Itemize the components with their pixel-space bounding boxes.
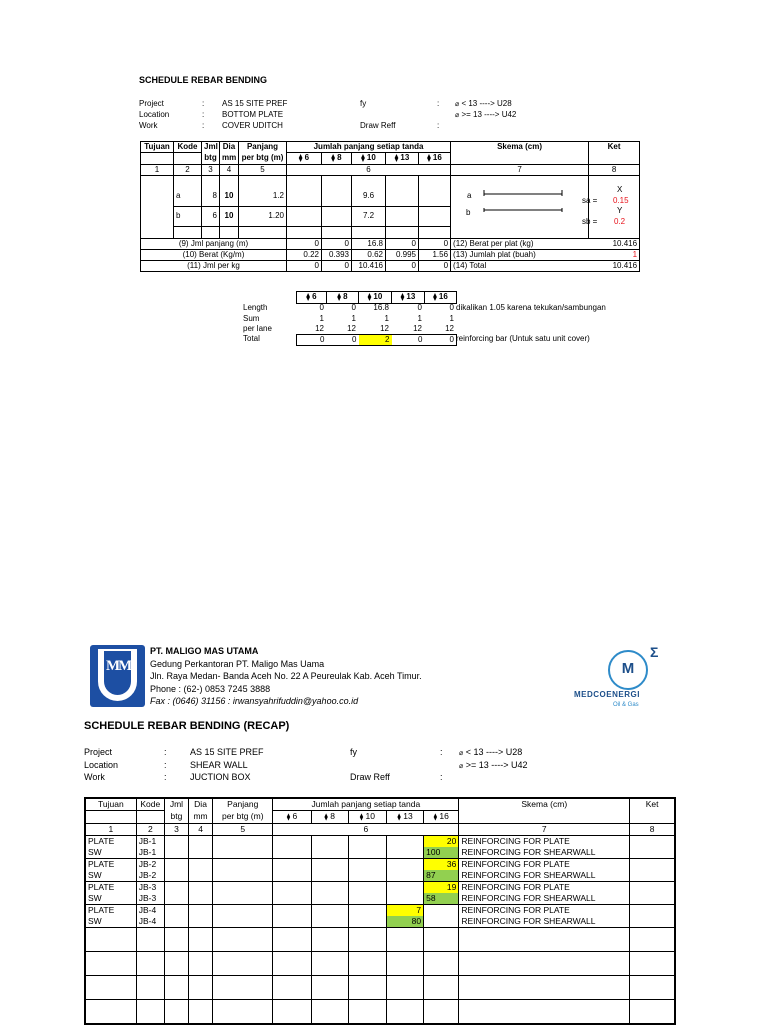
cell-dia: [189, 859, 213, 871]
calc-d8: ⧫ 8: [327, 292, 359, 304]
header-panjang: Panjang: [213, 798, 273, 811]
cell-d16: 87: [424, 870, 459, 882]
medco-logo: [608, 650, 648, 690]
sheet2-title: SCHEDULE REBAR BENDING (RECAP): [84, 720, 290, 732]
table-row: [85, 916, 675, 928]
header-d13: ⧫ 13: [386, 811, 423, 824]
ket-y: Y: [617, 206, 623, 215]
cell-jml: [164, 893, 188, 905]
rule-2: ⌀ >= 13 ----> U42: [455, 110, 517, 119]
col-number: 6: [287, 165, 451, 176]
colon: :: [202, 99, 205, 108]
cell-d10: [348, 870, 386, 882]
header-per-btg: per btg (m): [213, 811, 273, 824]
cell-d6: [273, 859, 311, 871]
header-kode: Kode: [136, 798, 164, 811]
cell-d13: [386, 882, 423, 894]
fy-label: fy: [350, 747, 358, 757]
summary-row: [141, 249, 640, 260]
cell-d13: 80: [386, 916, 423, 928]
location-label: Location: [139, 110, 170, 119]
cell-d8: 0: [322, 260, 352, 271]
medco-logo-letter: M: [621, 660, 635, 677]
cell-kode: JB-2: [136, 859, 164, 871]
summary-right-label: (12) Berat per plat (kg): [451, 238, 589, 249]
phi-icon: ⌀: [455, 101, 460, 108]
project-label: Project: [139, 99, 164, 108]
col-number: 4: [189, 824, 213, 836]
cell-d8: [311, 916, 348, 928]
sheet1-title: SCHEDULE REBAR BENDING: [139, 75, 268, 85]
colon: :: [437, 121, 440, 130]
summary-label: (11) Jml per kg: [141, 260, 287, 271]
cell-d6: 0.22: [287, 249, 322, 260]
header-d6: ⧫ 6: [287, 153, 322, 165]
cell-kode: JB-3: [136, 893, 164, 905]
cell-d13: [386, 859, 423, 871]
cell-dia: [189, 847, 213, 859]
cell-panjang: 1.2: [239, 186, 287, 206]
cell-jml: 6: [202, 206, 220, 226]
cell-jml: 8: [202, 186, 220, 206]
cell-panjang: [213, 882, 273, 894]
header-jml: Jml: [164, 798, 188, 811]
empty-row: [85, 976, 675, 1000]
address-line-2: Jln. Raya Medan- Banda Aceh No. 22 A Peureulak Kab. Aceh Timur.: [150, 671, 422, 681]
perlane-row: 12 12 12 12 12: [315, 324, 454, 333]
sa-label: sa =: [582, 196, 598, 205]
cell-panjang: 1.20: [239, 206, 287, 226]
summary-right-value: 10.416: [589, 260, 640, 271]
cell-d13: [386, 847, 423, 859]
header-d8: ⧫ 8: [311, 811, 348, 824]
calc-d13: ⧫ 13: [392, 292, 425, 304]
cell-d8: [311, 859, 348, 871]
cell-panjang: [213, 916, 273, 928]
rebar-sketch: [480, 186, 570, 216]
sketch-label-b: b: [466, 208, 471, 217]
cell-ket: [630, 847, 675, 859]
col-number: 7: [459, 824, 630, 836]
cell-d10: 10.416: [352, 260, 386, 271]
sb-label: sb =: [582, 217, 598, 226]
cell-d16: 19: [424, 882, 459, 894]
phi-icon: ⌀: [455, 112, 460, 119]
cell-jml: [164, 836, 188, 848]
cell-d6: [273, 916, 311, 928]
header-mm: mm: [189, 811, 213, 824]
work-value: JUCTION BOX: [190, 772, 251, 782]
cell-tujuan: SW: [85, 893, 136, 905]
table-row: [85, 870, 675, 882]
sb-value: 0.2: [614, 217, 626, 226]
cell-ket: [630, 836, 675, 848]
cell-tujuan: SW: [85, 916, 136, 928]
cell-d10: 0.62: [352, 249, 386, 260]
cell-jml: [164, 859, 188, 871]
cell-tujuan: SW: [85, 847, 136, 859]
cell-kode: a: [174, 186, 202, 206]
cell-d13: [386, 893, 423, 905]
total-d10: 2: [359, 335, 392, 346]
cell-d6: [273, 836, 311, 848]
cell-d10: 16.8: [352, 238, 386, 249]
colon: :: [164, 772, 167, 782]
col-number: 4: [220, 165, 239, 176]
summary-row: [141, 238, 640, 249]
header-d8: ⧫ 8: [322, 153, 352, 165]
cell-d6: [273, 893, 311, 905]
sa-value: 0.15: [613, 196, 629, 205]
cell-skema: REINFORCING FOR PLATE: [459, 859, 630, 871]
project-value: AS 15 SITE PREF: [222, 99, 288, 108]
rule-1: ⌀ < 13 ----> U28: [459, 747, 523, 757]
cell-d16: [424, 916, 459, 928]
table-row: [85, 847, 675, 859]
cell-panjang: [213, 836, 273, 848]
work-label: Work: [84, 772, 105, 782]
summary-right-value: 10.416: [589, 238, 640, 249]
cell-d8: 0.393: [322, 249, 352, 260]
total-d13: 0: [392, 335, 425, 346]
colon: :: [437, 99, 440, 108]
cell-d10: [348, 905, 386, 917]
header-panjang: Panjang: [239, 142, 287, 153]
total-d8: 0: [327, 335, 359, 346]
col-number: 6: [273, 824, 459, 836]
medco-name: MEDCOENERGI: [574, 690, 640, 699]
cell-skema: REINFORCING FOR SHEARWALL: [459, 847, 630, 859]
header-kode: Kode: [174, 142, 202, 153]
location-value: BOTTOM PLATE: [222, 110, 284, 119]
cell-dia: [189, 916, 213, 928]
header-skema: Skema (cm): [459, 798, 630, 811]
maligo-logo-letters: MM: [106, 658, 131, 674]
location-value: SHEAR WALL: [190, 760, 248, 770]
cell-d13: 0: [386, 238, 419, 249]
table-row: [85, 905, 675, 917]
cell-d10: 9.6: [352, 186, 386, 206]
header-jumlah: Jumlah panjang setiap tanda: [273, 798, 459, 811]
summary-label: (10) Berat (Kg/m): [141, 249, 287, 260]
cell-d13: 0: [386, 260, 419, 271]
cell-d16: 1.56: [419, 249, 451, 260]
cell-jml: [164, 882, 188, 894]
col-number: 3: [202, 165, 220, 176]
cell-dia: [189, 836, 213, 848]
cell-panjang: [213, 893, 273, 905]
cell-d13: [386, 870, 423, 882]
work-value: COVER UDITCH: [222, 121, 283, 130]
cell-ket: [630, 893, 675, 905]
header-tujuan: Tujuan: [85, 798, 136, 811]
colon: :: [440, 747, 443, 757]
sketch-label-a: a: [467, 191, 472, 200]
cell-d8: [311, 836, 348, 848]
empty-row: [85, 1000, 675, 1024]
col-number: 1: [85, 824, 136, 836]
header-d6: ⧫ 6: [273, 811, 311, 824]
cell-skema: REINFORCING FOR SHEARWALL: [459, 893, 630, 905]
empty-row: [85, 952, 675, 976]
phi-icon: ⌀: [459, 763, 464, 770]
colon: :: [164, 760, 167, 770]
cell-d16: 58: [424, 893, 459, 905]
header-dia: Dia: [189, 798, 213, 811]
length-note: dikalikan 1.05 karena tekukan/sambungan: [456, 303, 606, 312]
fax-line: Fax : (0646) 31156 : irwansyahrifuddin@yahoo.co.id: [150, 696, 359, 706]
col-number: 5: [213, 824, 273, 836]
colon: :: [202, 121, 205, 130]
cell-d6: [273, 847, 311, 859]
header-dia: Dia: [220, 142, 239, 153]
cell-tujuan: SW: [85, 870, 136, 882]
cell-dia: [189, 870, 213, 882]
cell-d8: [311, 870, 348, 882]
cell-d13: [386, 836, 423, 848]
cell-skema: REINFORCING FOR SHEARWALL: [459, 916, 630, 928]
summary-label: (9) Jml panjang (m): [141, 238, 287, 249]
cell-d10: [348, 836, 386, 848]
cell-d10: [348, 893, 386, 905]
calc-d6: ⧫ 6: [297, 292, 327, 304]
header-d10: ⧫ 10: [352, 153, 386, 165]
cell-d6: [273, 882, 311, 894]
header-d10: ⧫ 10: [348, 811, 386, 824]
cell-d10: [348, 859, 386, 871]
header-jumlah: Jumlah panjang setiap tanda: [287, 142, 451, 153]
header-mm: mm: [220, 153, 239, 165]
header-d13: ⧫ 13: [386, 153, 419, 165]
cell-d13: 0.995: [386, 249, 419, 260]
sum-label: Sum: [243, 314, 260, 323]
draw-reff-label: Draw Reff: [360, 121, 396, 130]
ket-x: X: [617, 185, 623, 194]
cell-ket: [630, 905, 675, 917]
perlane-label: per lane: [243, 324, 272, 333]
company-name: PT. MALIGO MAS UTAMA: [150, 646, 259, 656]
col-number: 7: [451, 165, 589, 176]
cell-d16: [424, 905, 459, 917]
summary-right-label: (14) Total: [451, 260, 589, 271]
cell-tujuan: PLATE: [85, 882, 136, 894]
cell-ket: [630, 870, 675, 882]
cell-d10: 7.2: [352, 206, 386, 226]
col-number: 2: [174, 165, 202, 176]
table-row: [85, 893, 675, 905]
col-number: 8: [630, 824, 675, 836]
cell-skema: REINFORCING FOR PLATE: [459, 836, 630, 848]
cell-d8: [311, 893, 348, 905]
summary-right-value: 1: [589, 249, 640, 260]
fy-label: fy: [360, 99, 367, 108]
cell-kode: JB-2: [136, 870, 164, 882]
header-btg: btg: [202, 153, 220, 165]
cell-skema: REINFORCING FOR SHEARWALL: [459, 870, 630, 882]
col-number: 2: [136, 824, 164, 836]
cell-kode: JB-4: [136, 916, 164, 928]
cell-jml: [164, 916, 188, 928]
medco-sigma: Σ: [650, 644, 659, 660]
col-number: 3: [164, 824, 188, 836]
draw-reff-label: Draw Reff: [350, 772, 390, 782]
cell-panjang: [213, 905, 273, 917]
address-line-1: Gedung Perkantoran PT. Maligo Mas Uama: [150, 659, 325, 669]
total-label: Total: [243, 334, 260, 343]
cell-panjang: [213, 859, 273, 871]
maligo-logo: [90, 645, 145, 707]
phi-icon: ⌀: [459, 750, 464, 757]
medco-sub: Oil & Gas: [613, 702, 639, 708]
cell-skema: REINFORCING FOR PLATE: [459, 905, 630, 917]
cell-jml: [164, 847, 188, 859]
rule-2: ⌀ >= 13 ----> U42: [459, 760, 528, 770]
col-number: 8: [589, 165, 640, 176]
cell-d16: 0: [419, 238, 451, 249]
header-per-btg: per btg (m): [239, 153, 287, 165]
cell-d6: [273, 870, 311, 882]
colon: :: [164, 747, 167, 757]
cell-tujuan: PLATE: [85, 836, 136, 848]
cell-skema: REINFORCING FOR PLATE: [459, 882, 630, 894]
location-label: Location: [84, 760, 119, 770]
cell-d16: 20: [424, 836, 459, 848]
col-number: 5: [239, 165, 287, 176]
cell-d10: [348, 916, 386, 928]
phone-line: Phone : (62-) 0853 7245 3888: [150, 684, 271, 694]
cell-ket: [630, 916, 675, 928]
cell-kode: b: [174, 206, 202, 226]
cell-d8: [311, 882, 348, 894]
table-row: [85, 859, 675, 871]
col-number: 1: [141, 165, 174, 176]
cell-d8: [311, 847, 348, 859]
header-btg: btg: [164, 811, 188, 824]
calc-d10: ⧫ 10: [359, 292, 392, 304]
recap-table: [84, 797, 676, 1025]
cell-d10: [348, 882, 386, 894]
length-row: 0 0 16.8 0 0: [319, 303, 454, 312]
cell-d8: [311, 905, 348, 917]
cell-d6: 0: [287, 260, 322, 271]
cell-tujuan: PLATE: [85, 905, 136, 917]
cell-jml: [164, 870, 188, 882]
cell-kode: JB-1: [136, 847, 164, 859]
cell-dia: 10: [220, 186, 239, 206]
cell-dia: [189, 893, 213, 905]
header-ket: Ket: [630, 798, 675, 811]
calc-d16: ⧫ 16: [425, 292, 457, 304]
cell-d16: 36: [424, 859, 459, 871]
project-value: AS 15 SITE PREF: [190, 747, 264, 757]
cell-d10: [348, 847, 386, 859]
cell-kode: JB-4: [136, 905, 164, 917]
cell-jml: [164, 905, 188, 917]
table-row: [85, 836, 675, 848]
cell-dia: [189, 905, 213, 917]
cell-panjang: [213, 847, 273, 859]
cell-kode: JB-3: [136, 882, 164, 894]
total-d6: 0: [297, 335, 327, 346]
cell-ket: [630, 859, 675, 871]
cell-panjang: [213, 870, 273, 882]
header-d16: ⧫ 16: [419, 153, 451, 165]
cell-tujuan: PLATE: [85, 859, 136, 871]
table-row: [85, 882, 675, 894]
header-skema: Skema (cm): [451, 142, 589, 153]
cell-dia: [189, 882, 213, 894]
project-label: Project: [84, 747, 113, 757]
sum-row: 1 1 1 1 1: [319, 314, 454, 323]
total-note: reinforcing bar (Untuk satu unit cover): [456, 334, 590, 343]
total-d16: 0: [425, 335, 457, 346]
length-label: Length: [243, 303, 268, 312]
total-row: [296, 334, 457, 346]
cell-d6: 0: [287, 238, 322, 249]
colon: :: [202, 110, 205, 119]
empty-row: [85, 928, 675, 952]
header-tujuan: Tujuan: [141, 142, 174, 153]
cell-d16: 100: [424, 847, 459, 859]
cell-d13: 7: [386, 905, 423, 917]
cell-ket: [630, 882, 675, 894]
header-ket: Ket: [589, 142, 640, 153]
summary-right-label: (13) Jumlah plat (buah): [451, 249, 589, 260]
cell-dia: 10: [220, 206, 239, 226]
work-label: Work: [139, 121, 158, 130]
colon: :: [440, 772, 443, 782]
summary-row: [141, 260, 640, 271]
cell-kode: JB-1: [136, 836, 164, 848]
rule-1: ⌀ < 13 ----> U28: [455, 99, 512, 108]
cell-d8: 0: [322, 238, 352, 249]
cell-d16: 0: [419, 260, 451, 271]
header-jml: Jml: [202, 142, 220, 153]
header-d16: ⧫ 16: [424, 811, 459, 824]
cell-d6: [273, 905, 311, 917]
